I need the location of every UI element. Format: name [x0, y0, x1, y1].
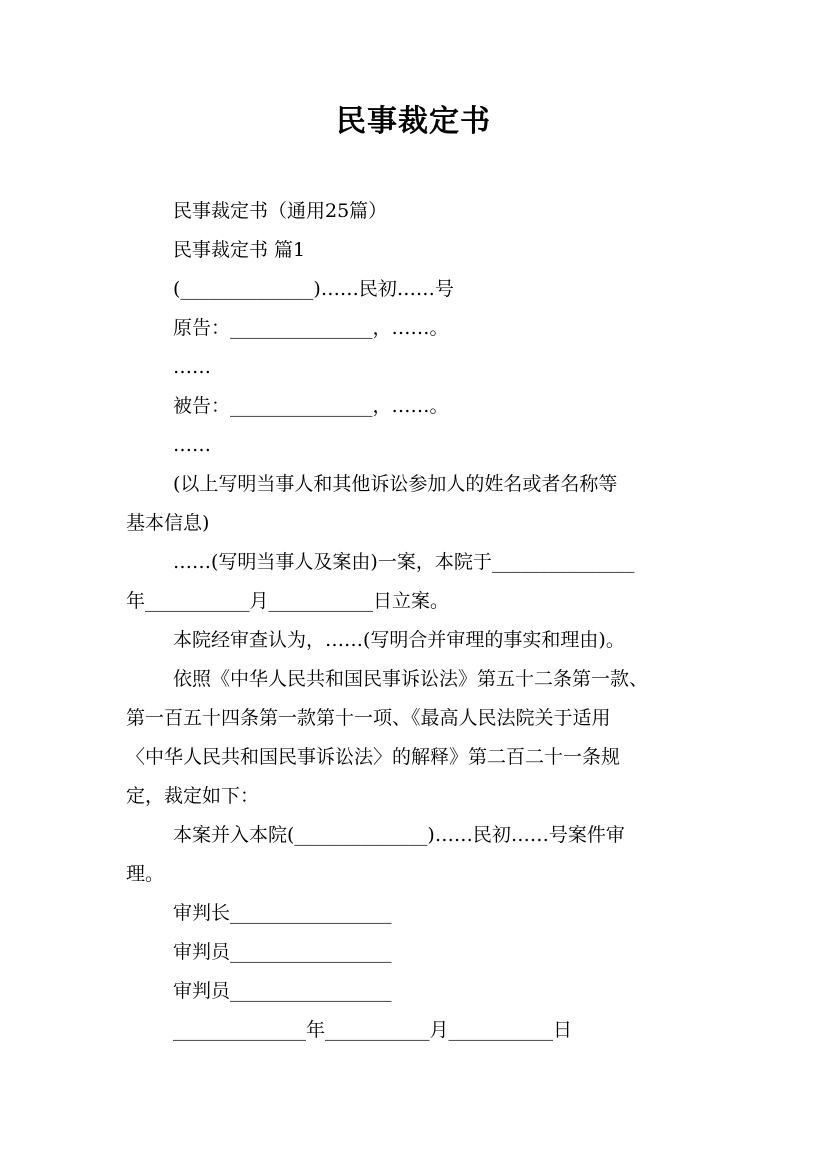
text-line: 本案并入本院(______________)……民初……号案件审	[173, 824, 625, 846]
text-line: 民事裁定书 篇1	[173, 239, 306, 261]
text-line: 年___________月___________日立案。	[126, 590, 450, 612]
text-line: 〈中华人民共和国民事诉讼法〉的解释》第二百二十一条规	[126, 746, 621, 768]
text-line: 第一百五十四条第一款第十一项、《最高人民法院关于适用	[126, 707, 611, 729]
text-line: (以上写明当事人和其他诉讼参加人的姓名或者名称等	[173, 473, 618, 495]
defendant-line: 被告：_______________，……。	[173, 395, 449, 417]
text-line: ……	[173, 356, 211, 378]
signature-line-chief-judge: 审判长_________________	[173, 902, 392, 924]
text-line: 民事裁定书（通用25篇）	[173, 200, 388, 222]
text-line: ……(写明当事人及案由)一案，本院于_______________	[173, 551, 635, 573]
text-line: 理。	[126, 863, 165, 885]
text-line: 本院经审查认为，……(写明合并审理的事实和理由)。	[173, 629, 625, 651]
date-line: ______________年___________月___________日	[173, 1019, 573, 1041]
text-line: 基本信息)	[126, 512, 210, 534]
signature-line-judge: 审判员_________________	[173, 941, 392, 963]
text-line: 依照《中华人民共和国民事诉讼法》第五十二条第一款、	[173, 668, 649, 690]
text-line: ……	[173, 434, 211, 456]
case-number-line: (______________)……民初……号	[173, 278, 454, 300]
text-line: 定，裁定如下：	[126, 785, 260, 807]
document-title: 民事裁定书	[336, 104, 491, 139]
plaintiff-line: 原告：_______________，……。	[173, 317, 449, 339]
signature-line-judge: 审判员_________________	[173, 980, 392, 1002]
